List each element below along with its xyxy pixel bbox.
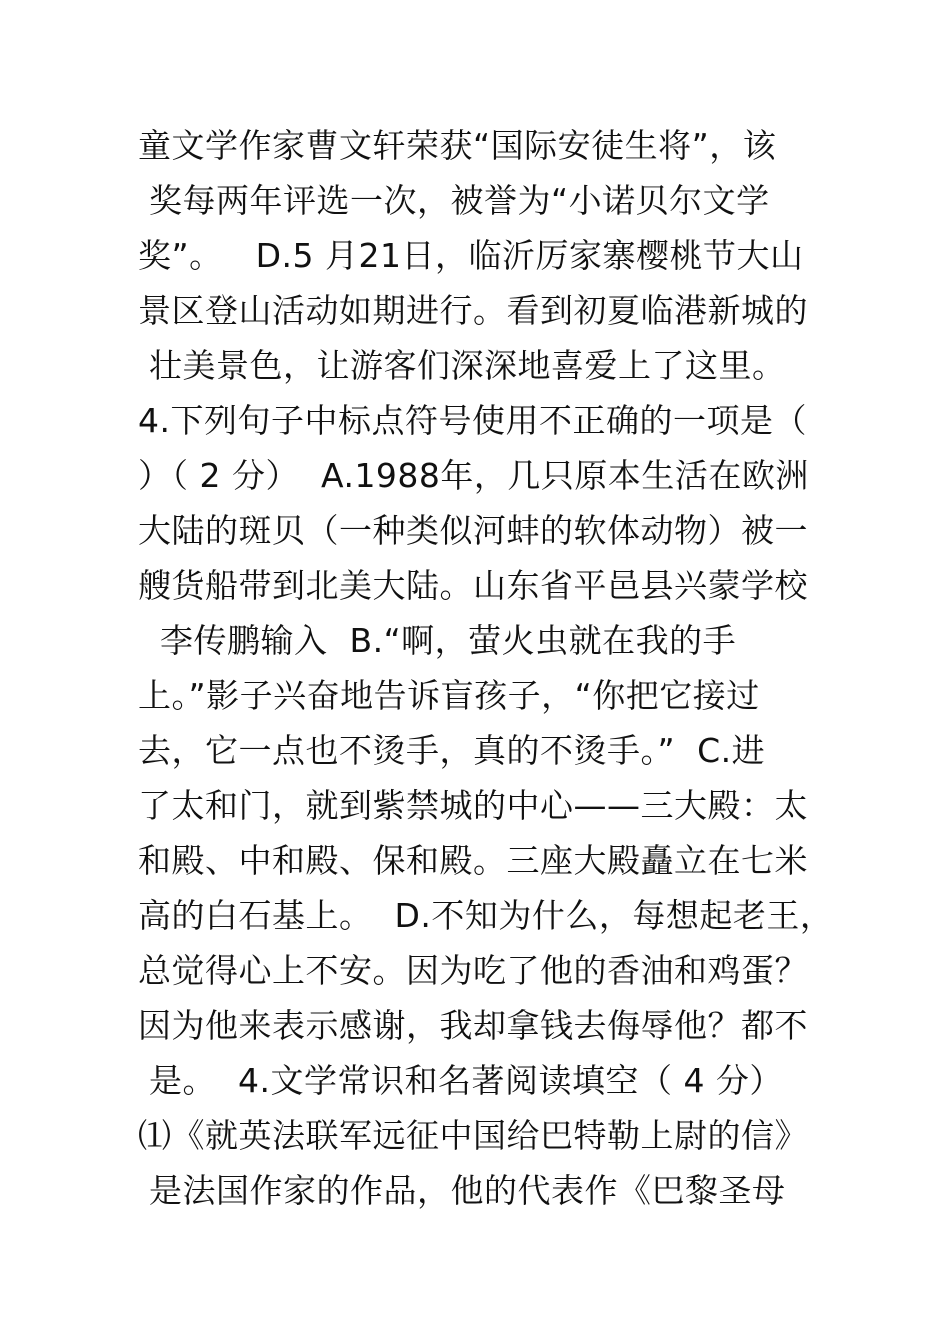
text-line: 李传鹏输入 B.“啊，萤火虫就在我的手 (138, 621, 737, 660)
literature-question-heading: 是。 4.文学常识和名著阅读填空（ 4 分） (138, 1061, 783, 1100)
text-line: 和殿、中和殿、保和殿。三座大殿矗立在七米 (138, 841, 808, 880)
text-line: 高的白石基上。 D.不知为什么，每想起老王， (138, 896, 834, 935)
text-line: ）（ 2 分） A.1988年，几只原本生活在欧洲 (138, 456, 809, 495)
text-line: ⑴《就英法联军远征中国给巴特勒上尉的信》 (138, 1116, 808, 1155)
text-line: 壮美景色，让游客们深深地喜爱上了这里。 (138, 346, 786, 385)
text-line: 童文学作家曹文轩荣获“国际安徒生将”，该 (138, 126, 777, 165)
text-line: 奖”。 D.5 月21日，临沂厉家寨樱桃节大山 (138, 236, 804, 275)
text-line: 总觉得心上不安。因为吃了他的香油和鸡蛋？ (138, 951, 808, 990)
text-line: 景区登山活动如期进行。看到初夏临港新城的 (138, 291, 808, 330)
question-4-stem: 4.下列句子中标点符号使用不正确的一项是（ (138, 401, 807, 440)
text-line: 艘货船带到北美大陆。山东省平邑县兴蒙学校 (138, 566, 808, 605)
text-line: 上。”影子兴奋地告诉盲孩子，“你把它接过 (138, 676, 760, 715)
text-line: 因为他来表示感谢，我却拿钱去侮辱他？都不 (138, 1006, 808, 1045)
text-line: 大陆的斑贝（一种类似河蚌的软体动物）被一 (138, 511, 808, 550)
text-line: 了太和门，就到紫禁城的中心——三大殿：太 (138, 786, 808, 825)
text-line: 去，它一点也不烫手，真的不烫手。” C.进 (138, 731, 766, 770)
text-line: 是法国作家的作品，他的代表作《巴黎圣母 (138, 1171, 786, 1210)
text-line: 奖每两年评选一次，被誉为“小诺贝尔文学 (138, 181, 770, 220)
